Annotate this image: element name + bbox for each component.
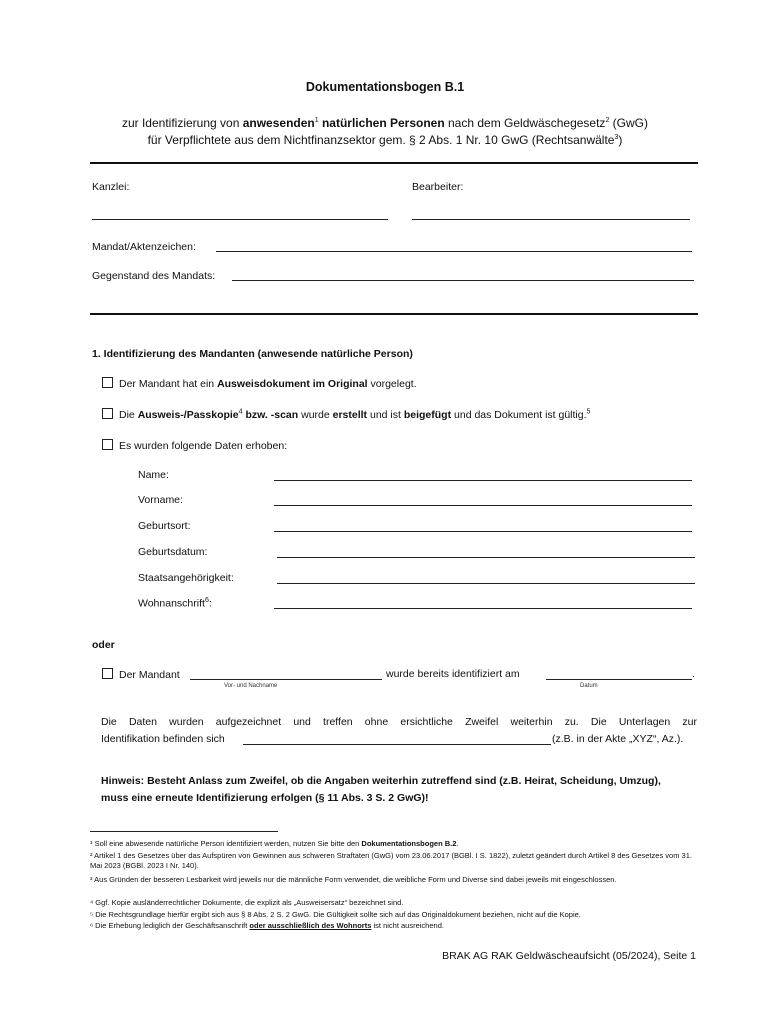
- checkbox-copy[interactable]: [102, 408, 113, 419]
- option-original[interactable]: Der Mandant hat ein Ausweisdokument im Original vorgelegt.: [102, 377, 417, 390]
- document-title: Dokumentationsbogen B.1: [305, 80, 465, 94]
- checkbox-original[interactable]: [102, 377, 113, 388]
- hinweis-line-2: muss eine erneute Identifizierung erfolgen (§ 11 Abs. 3 S. 2 GwG)!: [101, 792, 429, 804]
- geburtsdatum-field[interactable]: [277, 557, 695, 558]
- option-copy[interactable]: Die Ausweis-/Passkopie$^4$ bzw. -scan wurde erstellt und ist beigefügt und das Dokument ist gültig.$^5$: [102, 408, 590, 421]
- page-footer: BRAK AG RAK Geldwäscheaufsicht (05/2024), Seite 1: [442, 950, 696, 962]
- checkbox-already-identified[interactable]: [102, 668, 113, 679]
- wohnanschrift-label: Wohnanschrift$^6$:: [138, 597, 212, 610]
- gegenstand-field[interactable]: [232, 280, 694, 281]
- option-already-identified[interactable]: Der Mandant: [102, 668, 180, 681]
- identified-text: wurde bereits identifiziert am: [386, 668, 520, 680]
- oder-label: oder: [92, 639, 115, 651]
- bearbeiter-field[interactable]: [412, 219, 690, 220]
- footnote-3: ³ Aus Gründen der besseren Lesbarkeit wird jeweils nur die männliche Form verwendet, die weibliche Form und Diverse sind dabei jeweils mit eingeschlossen.: [90, 875, 617, 884]
- name-caption: Vor- und Nachname: [224, 683, 278, 689]
- date-caption: Datum: [580, 683, 598, 689]
- top-divider: [90, 162, 698, 164]
- option-data-collected[interactable]: Es wurden folgende Daten erhoben:: [102, 439, 287, 452]
- footnote-1: ¹ Soll eine abwesende natürliche Person identifiziert werden, nutzen Sie bitte den Dokumentationsbogen B.2.: [90, 839, 459, 848]
- subtitle-line-2: für Verpflichtete aus dem Nichtfinanzsektor gem. § 2 Abs. 1 Nr. 10 GwG (Rechtsanwälte$^3$): [147, 133, 623, 147]
- vorname-label: Vorname:: [138, 494, 183, 506]
- name-label: Name:: [138, 469, 169, 481]
- kanzlei-field[interactable]: [92, 219, 388, 220]
- identified-date-field[interactable]: [546, 679, 692, 680]
- geburtsort-field[interactable]: [274, 531, 692, 532]
- mandat-label: Mandat/Aktenzeichen:: [92, 241, 196, 253]
- footnote-6: ⁶ Die Erhebung lediglich der Geschäftsanschrift oder ausschließlich des Wohnorts ist nicht ausreichend.: [90, 921, 444, 930]
- footnote-separator: [90, 831, 278, 832]
- hinweis-line-1: Hinweis: Besteht Anlass zum Zweifel, ob die Angaben weiterhin zutreffend sind (z.B. Heirat, Scheidung, Umzug),: [101, 775, 661, 787]
- footnote-4: ⁴ Ggf. Kopie ausländerrechtlicher Dokumente, die explizit als „Ausweisersatz“ bezeichnet sind.: [90, 898, 404, 907]
- checkbox-data-collected[interactable]: [102, 439, 113, 450]
- section-divider: [90, 313, 698, 315]
- geburtsort-label: Geburtsort:: [138, 520, 191, 532]
- bearbeiter-label: Bearbeiter:: [412, 181, 464, 193]
- mandant-name-field[interactable]: [190, 679, 382, 680]
- wohnanschrift-field[interactable]: [274, 608, 692, 609]
- footnote-2: ² Artikel 1 des Gesetzes über das Aufspüren von Gewinnen aus schweren Straftaten (GwG) vom 23.06.2017 (BGBl. I S. 1822), zuletzt geändert durch Artikel 8 des Gesetzes vom 31. Mai 2023 (BGBl. 2023 I Nr. 140).: [90, 851, 692, 870]
- identified-period: .: [692, 668, 695, 680]
- mandat-field[interactable]: [216, 251, 692, 252]
- staatsangehoerigkeit-label: Staatsangehörigkeit:: [138, 572, 234, 584]
- footnote-5: ⁵ Die Rechtsgrundlage hierfür ergibt sich aus § 8 Abs. 2 S. 2 GwG. Die Gültigkeit sollte sich auf das Originaldokument beziehen, nicht auf die Kopie.: [90, 910, 581, 919]
- geburtsdatum-label: Geburtsdatum:: [138, 546, 208, 558]
- subtitle-line-1: zur Identifizierung von anwesenden$^1$ natürlichen Personen nach dem Geldwäschegesetz$^2$ (GwG): [121, 116, 649, 130]
- section-1-heading: 1. Identifizierung des Mandanten (anwesende natürliche Person): [92, 348, 413, 360]
- name-field[interactable]: [274, 480, 692, 481]
- vorname-field[interactable]: [274, 505, 692, 506]
- staatsangehoerigkeit-field[interactable]: [277, 583, 695, 584]
- storage-location-field[interactable]: [243, 744, 551, 745]
- storage-text-line-2: Identifikation befinden sich: [101, 733, 225, 745]
- kanzlei-label: Kanzlei:: [92, 181, 130, 193]
- storage-text-example: (z.B. in der Akte „XYZ“, Az.).: [552, 733, 684, 745]
- storage-text-line-1: Die Daten wurden aufgezeichnet und treffen ohne ersichtliche Zweifel weiterhin zu. Die Unterlagen zur: [101, 716, 697, 728]
- gegenstand-label: Gegenstand des Mandats:: [92, 270, 216, 282]
